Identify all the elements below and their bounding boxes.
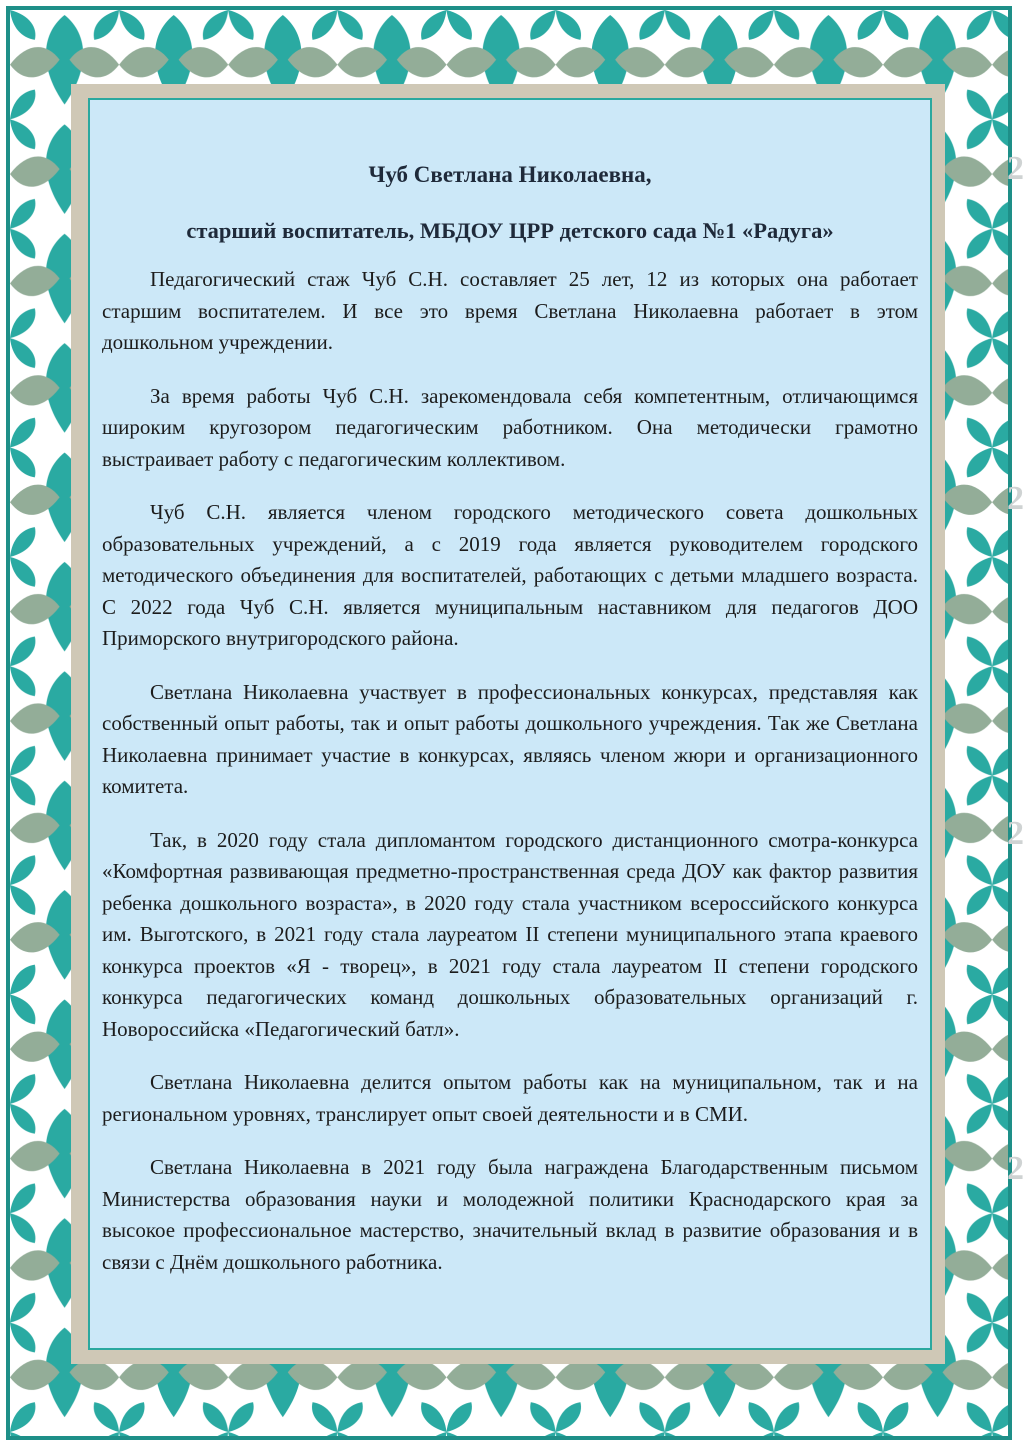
side-mark: 2	[1007, 480, 1024, 517]
person-name-heading: Чуб Светлана Николаевна,	[368, 162, 652, 187]
paragraph-experience: Педагогический стаж Чуб С.Н. составляет 25 лет, 12 из которых она работает старшим воспитателем. И все это время Светлана Николаевна работает в этом дошкольном учреждении.	[102, 267, 918, 354]
paragraph-awards-contests: Так, в 2020 году стала дипломантом городского дистанционного смотра-конкурса «Комфортная развивающая предметно-пространственная среда ДОУ как фактор развития ребенка дошкольного возраста», в 2020 году стала участником всероссийского конкурса им. Выготского, в 2021 году стала лауреатом II степени муниципального этапа краевого конкурса проектов «Я - творец», в 2021 году стала лауреатом II степени городского конкурса педагогических команд дошкольных образовательных организаций г. Новороссийска «Педагогический батл».	[102, 827, 918, 1041]
person-role-heading: старший воспитатель, МБДОУ ЦРР детского сада №1 «Радуга»	[186, 218, 834, 243]
paragraph-sharing: Светлана Николаевна делится опытом работы как на муниципальном, так и на региональном уровнях, транслирует опыт своей деятельности и в СМИ.	[102, 1070, 918, 1126]
side-mark: 2	[1007, 1150, 1024, 1187]
paragraph-council: Чуб С.Н. является членом городского методического совета дошкольных образовательных учреждений, а с 2019 года является руководителем городского методического объединения для воспитателей, работающих с детьми младшего возраста. С 2022 года Чуб С.Н. является муниципальным наставником для педагогов ДОО Приморского внутригородского района.	[102, 500, 918, 650]
paragraph-gratitude-letter: Светлана Николаевна в 2021 году была награждена Благодарственным письмом Министерства образования науки и молодежной политики Краснодарского края за высокое профессиональное мастерство, значительный вклад в развитие образования и в связи с Днём дошкольного работника.	[102, 1155, 918, 1274]
paragraph-contests: Светлана Николаевна участвует в профессиональных конкурсах, представляя как собственный опыт работы, так и опыт работы дошкольного учреждения. Так же Светлана Николаевна принимает участие в конкурсах, являясь членом жюри и организационного комитета.	[102, 679, 918, 798]
paragraph-competence: За время работы Чуб С.Н. зарекомендовала себя компетентным, отличающимся широким кругозором педагогическим работником. Она методически грамотно выстраивает работу с педагогическим коллективом.	[102, 383, 918, 471]
side-mark: 2	[1007, 150, 1024, 187]
document-body	[102, 160, 918, 1300]
content-panel	[88, 98, 932, 1350]
side-mark: 2	[1007, 815, 1024, 852]
